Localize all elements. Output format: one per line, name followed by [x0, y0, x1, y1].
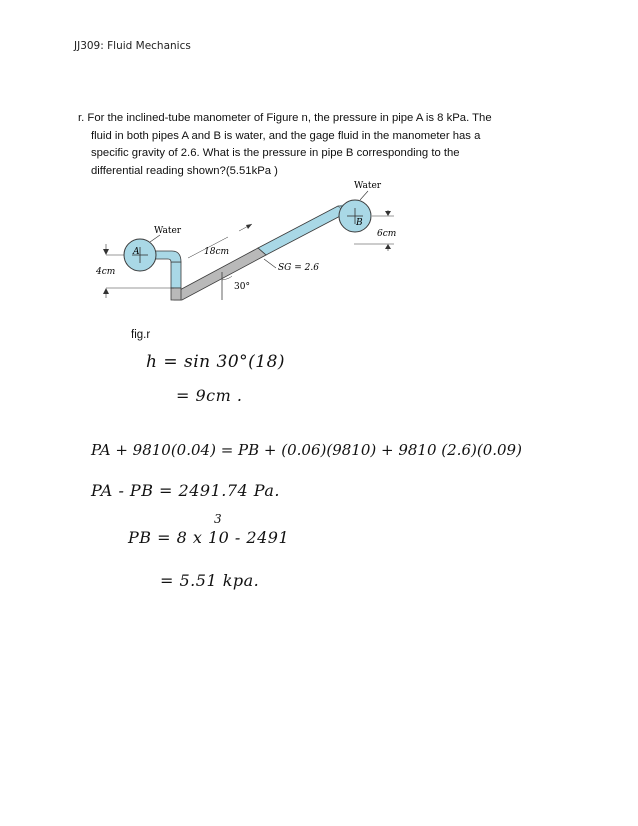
solution-line-2: = 9cm .: [176, 386, 243, 405]
label-18cm: 18cm: [204, 247, 230, 257]
solution-exponent: 3: [214, 512, 222, 526]
solution-line-6: = 5.51 kpa.: [160, 571, 260, 590]
solution-line-5: PB = 8 x 10 - 2491: [128, 528, 290, 547]
solution-line-1: h = sin 30°(18): [146, 352, 286, 372]
figure-caption: fig.r: [131, 329, 151, 341]
label-water-left: Water: [154, 226, 182, 236]
problem-line: specific gravity of 2.6. What is the pressure in pipe B corresponding to the: [91, 147, 460, 159]
left-vertical-gage: [171, 288, 181, 300]
problem-line: differential reading shown?(5.51kPa ): [91, 164, 278, 177]
problem-line: r. For the inclined-tube manometer of Figure n, the pressure in pipe A is 8 kPa. The: [78, 112, 492, 124]
solution-line-3: PA + 9810(0.04) = PB + (0.06)(9810) + 9810 (2.6)(0.09): [91, 441, 522, 459]
label-angle: 30°: [234, 282, 250, 292]
label-sg: SG = 2.6: [278, 263, 319, 273]
problem-statement: [78, 110, 558, 180]
label-a: A: [133, 247, 140, 257]
solution-line-4: PA - PB = 2491.74 Pa.: [91, 481, 280, 500]
problem-line: fluid in both pipes A and B is water, and the gage fluid in the manometer has a: [91, 129, 481, 142]
label-6cm: 6cm: [377, 229, 397, 239]
label-b: B: [356, 218, 363, 228]
label-4cm: 4cm: [96, 267, 116, 277]
water-tube-inclined: [258, 206, 346, 255]
label-water-right: Water: [354, 181, 382, 191]
document-header: JJ309: Fluid Mechanics: [74, 40, 191, 52]
left-vertical-water: [171, 262, 181, 288]
manometer-figure: [92, 176, 410, 308]
